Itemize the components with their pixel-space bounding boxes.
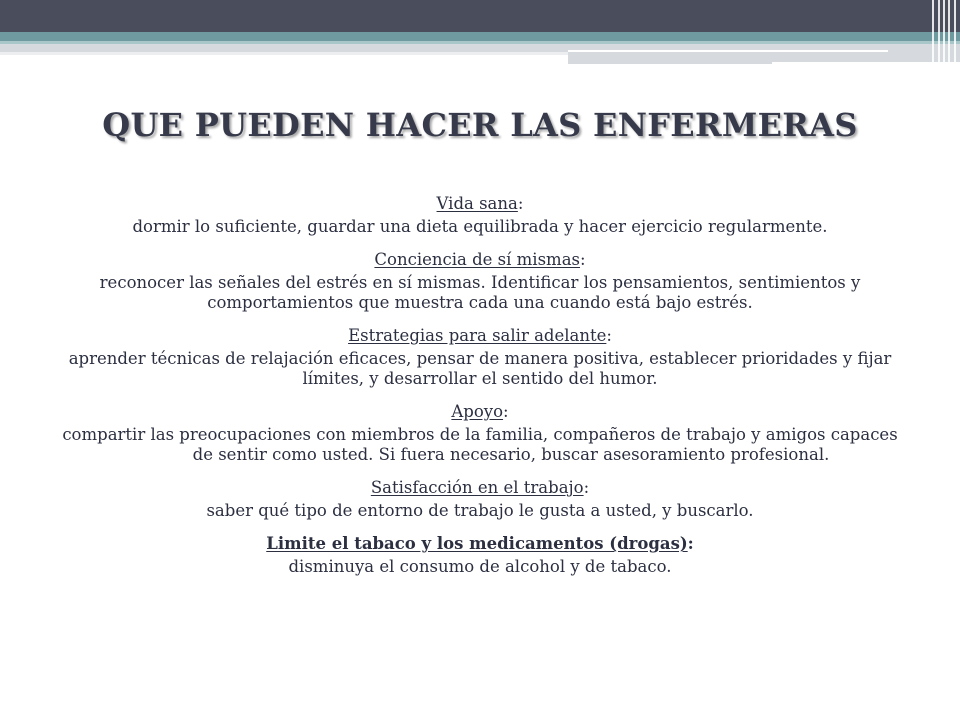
list-item [60, 326, 900, 389]
item-heading: Estrategias para salir adelante: [348, 326, 612, 345]
slide-content [60, 194, 900, 590]
header-band-gray-left [0, 44, 568, 52]
list-item [60, 402, 900, 465]
item-body: disminuya el consumo de alcohol y de tabaco. [288, 557, 672, 576]
list-item [60, 534, 900, 577]
slide-title: QUE PUEDEN HACER LAS ENFERMERAS [102, 106, 858, 144]
header-band-teal [0, 32, 960, 41]
item-heading: Conciencia de sí mismas: [374, 250, 586, 269]
item-heading: Apoyo: [451, 402, 509, 421]
item-body: reconocer las señales del estrés en sí mismas. Identificar los pensamientos, sentimientos y comportamientos que muestra cada una cuando está bajo estrés. [99, 273, 861, 312]
item-body: aprender técnicas de relajación eficaces, pensar de manera positiva, establecer prioridades y fijar límites, y desarrollar el sentido del humor. [68, 349, 892, 388]
list-item [60, 478, 900, 521]
header-band-line [0, 52, 568, 55]
list-item [60, 194, 900, 237]
list-item [60, 250, 900, 313]
item-heading: Satisfacción en el trabajo: [370, 478, 590, 497]
item-heading: Limite el tabaco y los medicamentos (drogas): [266, 534, 694, 553]
header-band-line [568, 50, 888, 52]
item-body: compartir las preocupaciones con miembros de la familia, compañeros de trabajo y amigos capaces de sentir como usted. Si fuera necesario, buscar asesoramiento profesional. [62, 425, 898, 464]
header-band-gray-right [568, 44, 960, 64]
item-heading: Vida sana: [436, 194, 524, 213]
item-body: dormir lo suficiente, guardar una dieta equilibrada y hacer ejercicio regularmente. [132, 217, 828, 236]
header-band-vertical-lines [930, 0, 960, 64]
item-body: saber qué tipo de entorno de trabajo le gusta a usted, y buscarlo. [206, 501, 754, 520]
header-band-dark [0, 0, 960, 32]
